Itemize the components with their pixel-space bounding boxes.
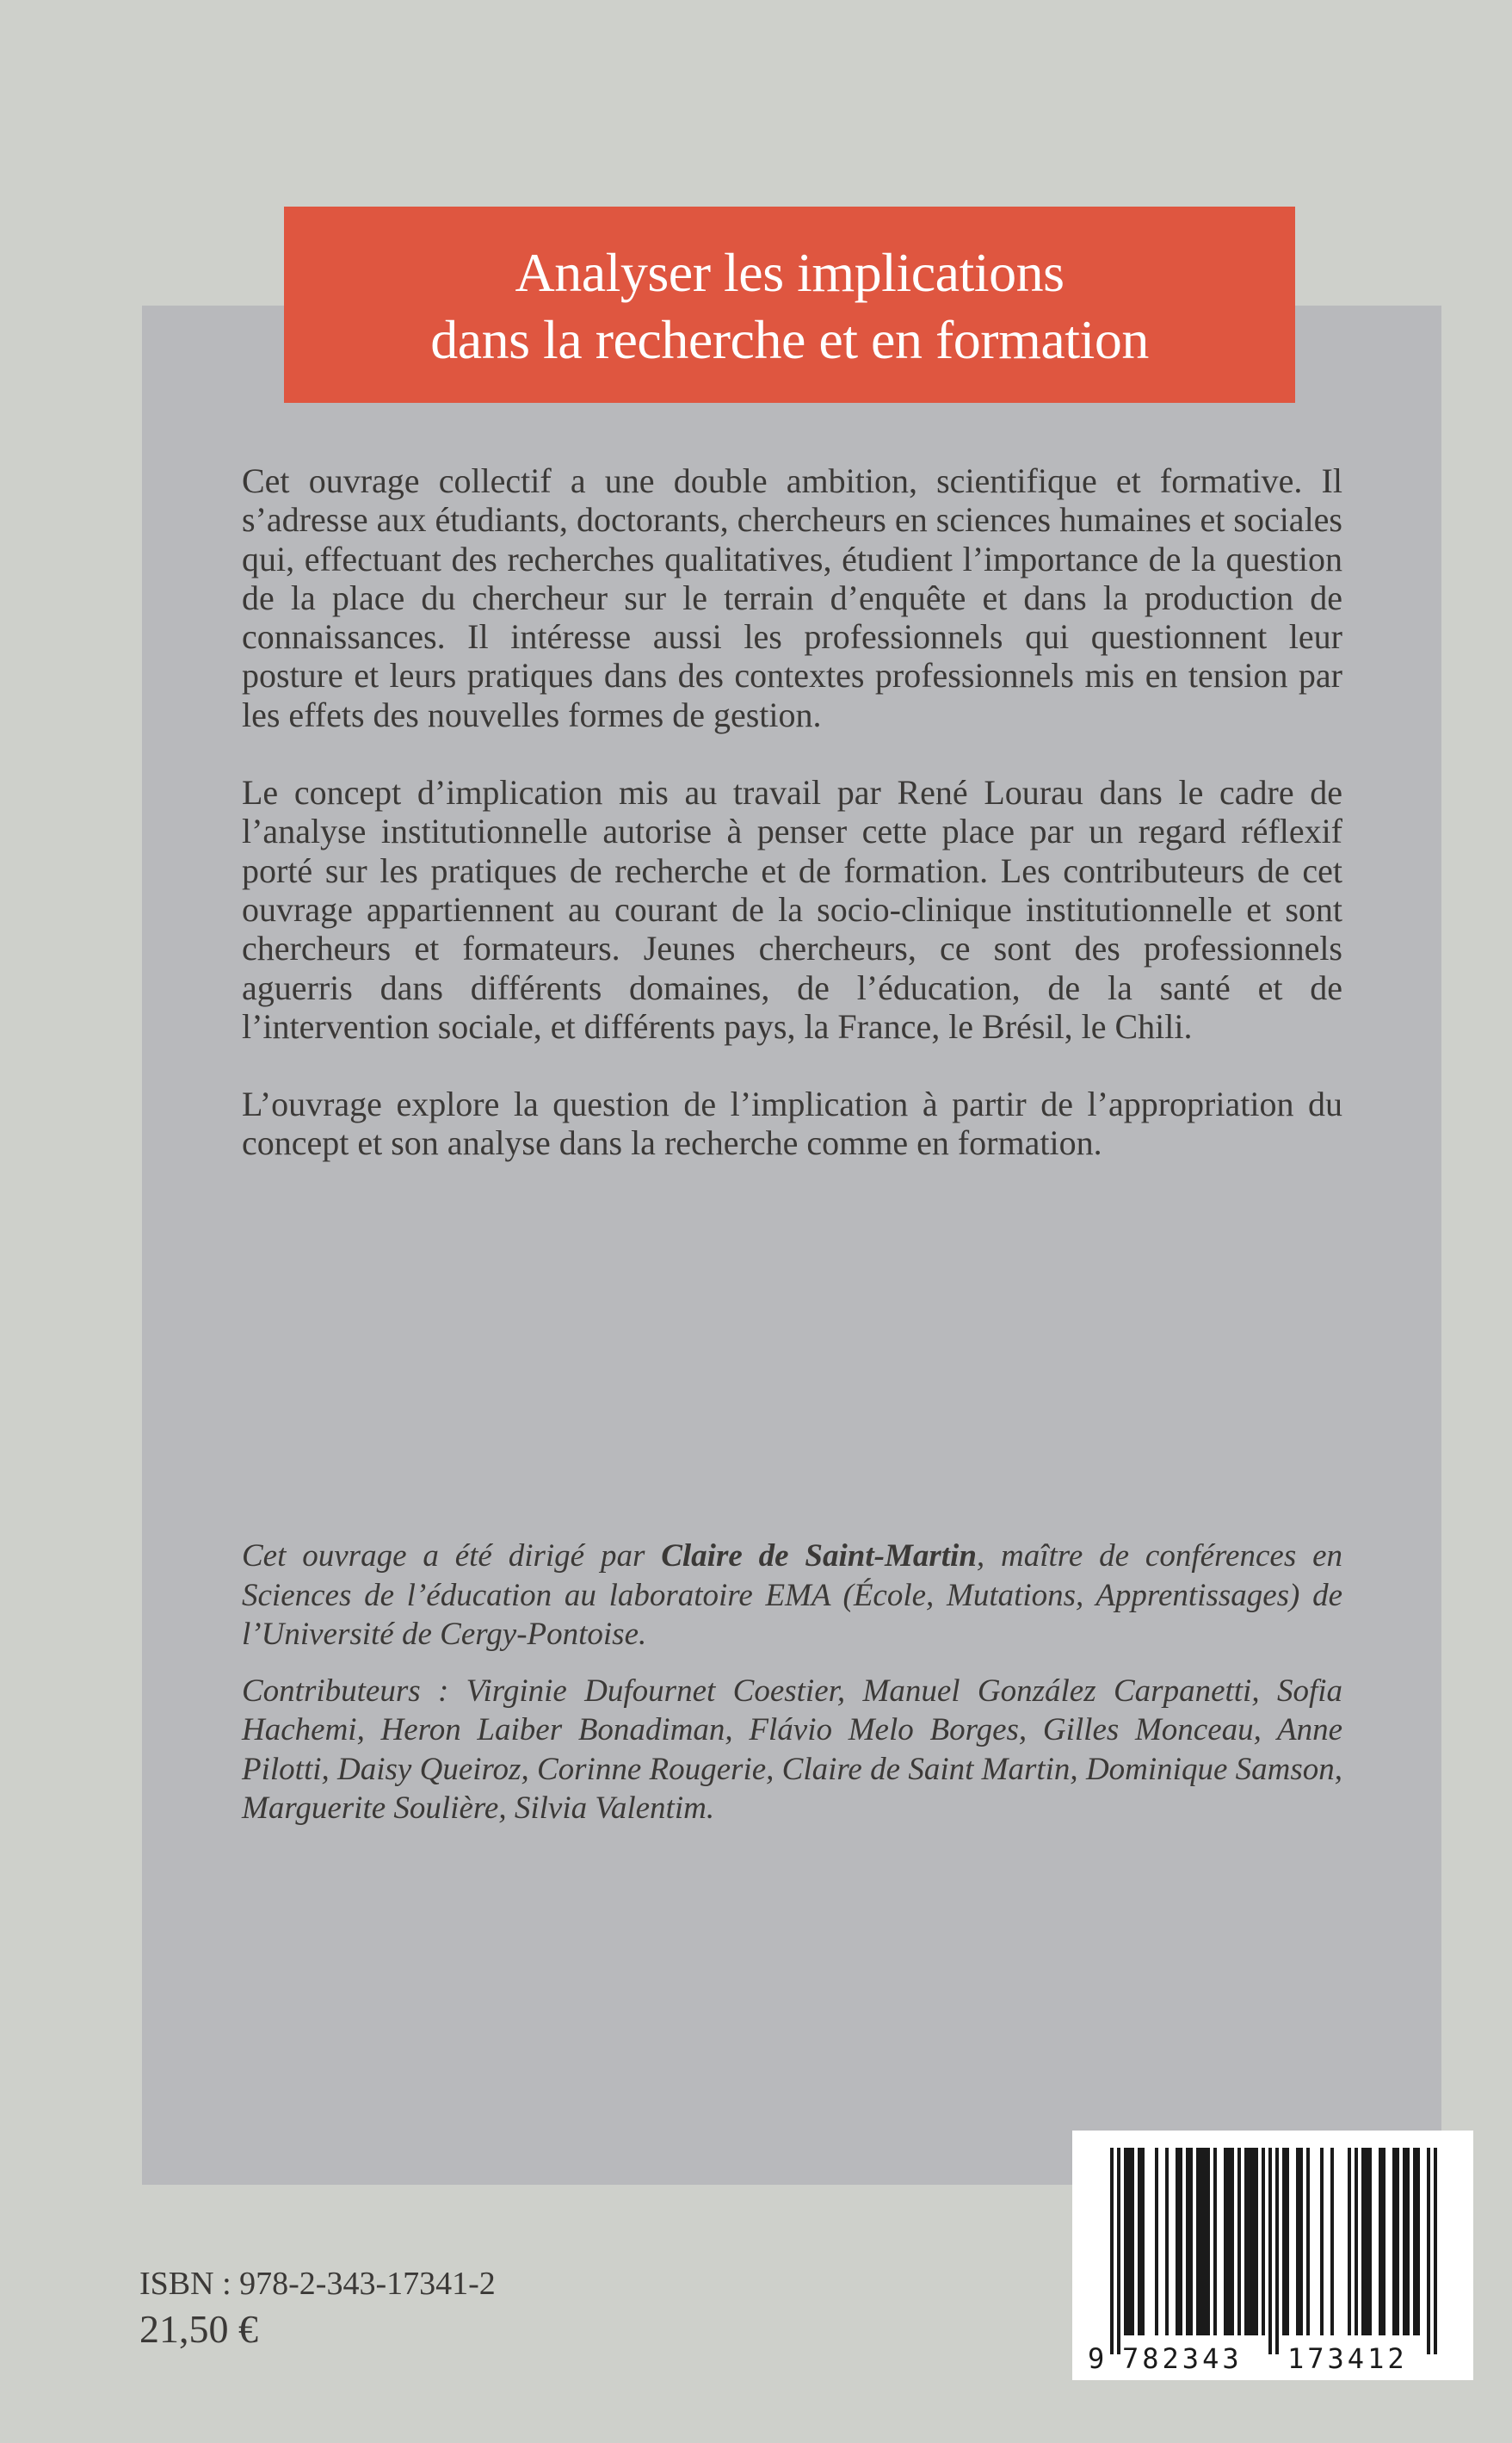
description-paragraph: Cet ouvrage collectif a une double ambition, scientifique et formative. Il s’adresse aux étudiants, doctorants, chercheurs en sciences humaines et sociales qui, effectuant des recherches qualitatives, étudient l’importance de la question de la place du chercheur sur le terrain d’enquête et dans la production de connaissances. Il intéresse aussi les professionnels qui questionnent leur posture et leurs pratiques dans des contextes professionnels mis en tension par les effets des nouvelles formes de gestion. [242, 461, 1342, 734]
contributors-list: Contributeurs : Virginie Dufournet Coestier, Manuel González Carpanetti, Sofia Hachemi, Heron Laiber Bonadiman, Flávio Melo Borges, Gilles Monceau, Anne Pilotti, Daisy Queiroz, Corinne Rougerie, Claire de Saint Martin, Dominique Samson, Marguerite Soulière, Silvia Valentim. [242, 1673, 1342, 1826]
barcode-bar [1127, 2148, 1131, 2335]
barcode-bar [1196, 2148, 1200, 2335]
barcode-bar [1286, 2148, 1289, 2335]
barcode-bar [1227, 2148, 1231, 2335]
barcode-bar [1244, 2148, 1248, 2335]
director-statement [242, 1537, 1342, 1654]
barcode-bar [1186, 2148, 1189, 2335]
barcode-bar [1355, 2148, 1358, 2335]
barcode-guard-bar [1268, 2148, 1272, 2354]
barcode-bar [1306, 2148, 1310, 2335]
barcode-bar [1296, 2148, 1299, 2335]
barcode-first-digit: 9 [1088, 2342, 1105, 2375]
barcode-bar [1124, 2148, 1127, 2335]
barcode-bar [1330, 2148, 1334, 2335]
barcode-bar [1200, 2148, 1203, 2335]
description-paragraph: Le concept d’implication mis au travail par René Lourau dans le cadre de l’analyse institutionnelle autorise à penser cette place par un regard réflexif porté sur les pratiques de recherche et de formation. Les contributeurs de cet ouvrage appartiennent au courant de la socio-clinique institutionnelle et sont chercheurs et formateurs. Jeunes chercheurs, ce sont des professionnels aguerris dans différents domaines, de l’éducation, de la santé et de l’intervention sociale, et différents pays, la France, le Brésil, le Chili. [242, 773, 1342, 1046]
barcode-bar [1406, 2148, 1410, 2335]
barcode-bar [1255, 2148, 1258, 2335]
barcode-bar [1392, 2148, 1396, 2335]
barcode-bar [1165, 2148, 1169, 2335]
description-body [242, 461, 1342, 1202]
barcode-bar [1179, 2148, 1182, 2335]
barcode [1072, 2131, 1473, 2380]
barcode-right-digits: 173412 [1287, 2342, 1408, 2375]
barcode-bar [1213, 2148, 1217, 2335]
barcode-guard-bar [1434, 2148, 1437, 2354]
barcode-bar [1138, 2148, 1141, 2335]
barcode-bar [1203, 2148, 1207, 2335]
title-banner [284, 207, 1295, 403]
barcode-bar [1382, 2148, 1385, 2335]
barcode-bar [1413, 2148, 1416, 2335]
barcode-bar [1396, 2148, 1399, 2335]
price-label: 21,50 € [139, 2307, 258, 2351]
barcode-bar [1231, 2148, 1234, 2335]
credits-block [242, 1537, 1342, 1846]
barcode-bar [1237, 2148, 1241, 2335]
barcode-guard-bar [1110, 2148, 1114, 2354]
barcode-bar [1176, 2148, 1179, 2335]
barcode-bars [1110, 2148, 1437, 2354]
title-line-1: Analyser les implications [515, 242, 1065, 303]
barcode-bar [1348, 2148, 1351, 2335]
barcode-bar [1416, 2148, 1420, 2335]
barcode-bar [1131, 2148, 1134, 2335]
description-paragraph: L’ouvrage explore la question de l’implication à partir de l’appropriation du concept et son analyse dans la recherche comme en formation. [242, 1085, 1342, 1163]
barcode-bar [1141, 2148, 1145, 2335]
director-details: , maître de conférences en Sciences de l’éducation au laboratoire EMA (École, Mutations, Apprentissages) de l’Université de Cergy-Pontoise. [242, 1538, 1343, 1652]
barcode-bar [1262, 2148, 1265, 2335]
title-line-2: dans la recherche et en formation [430, 309, 1149, 370]
director-intro: Cet ouvrage a été dirigé par [242, 1538, 662, 1574]
barcode-bar [1368, 2148, 1372, 2335]
barcode-bar [1155, 2148, 1158, 2335]
barcode-bar [1365, 2148, 1368, 2335]
barcode-graphic [1072, 2131, 1473, 2380]
barcode-guard-bar [1427, 2148, 1430, 2354]
barcode-guard-bar [1275, 2148, 1279, 2354]
barcode-bar [1299, 2148, 1303, 2335]
barcode-bar [1403, 2148, 1406, 2335]
barcode-bar [1248, 2148, 1251, 2335]
barcode-bar [1207, 2148, 1210, 2335]
barcode-bar [1361, 2148, 1365, 2335]
director-name: Claire de Saint-Martin [661, 1538, 977, 1574]
barcode-bar [1251, 2148, 1255, 2335]
barcode-bar [1320, 2148, 1324, 2335]
barcode-bar [1224, 2148, 1227, 2335]
barcode-bar [1282, 2148, 1286, 2335]
barcode-bar [1379, 2148, 1382, 2335]
isbn-label: ISBN : 978-2-343-17341-2 [139, 2266, 496, 2302]
barcode-left-digits: 782343 [1122, 2342, 1243, 2375]
barcode-bar [1189, 2148, 1193, 2335]
barcode-guard-bar [1117, 2148, 1120, 2354]
